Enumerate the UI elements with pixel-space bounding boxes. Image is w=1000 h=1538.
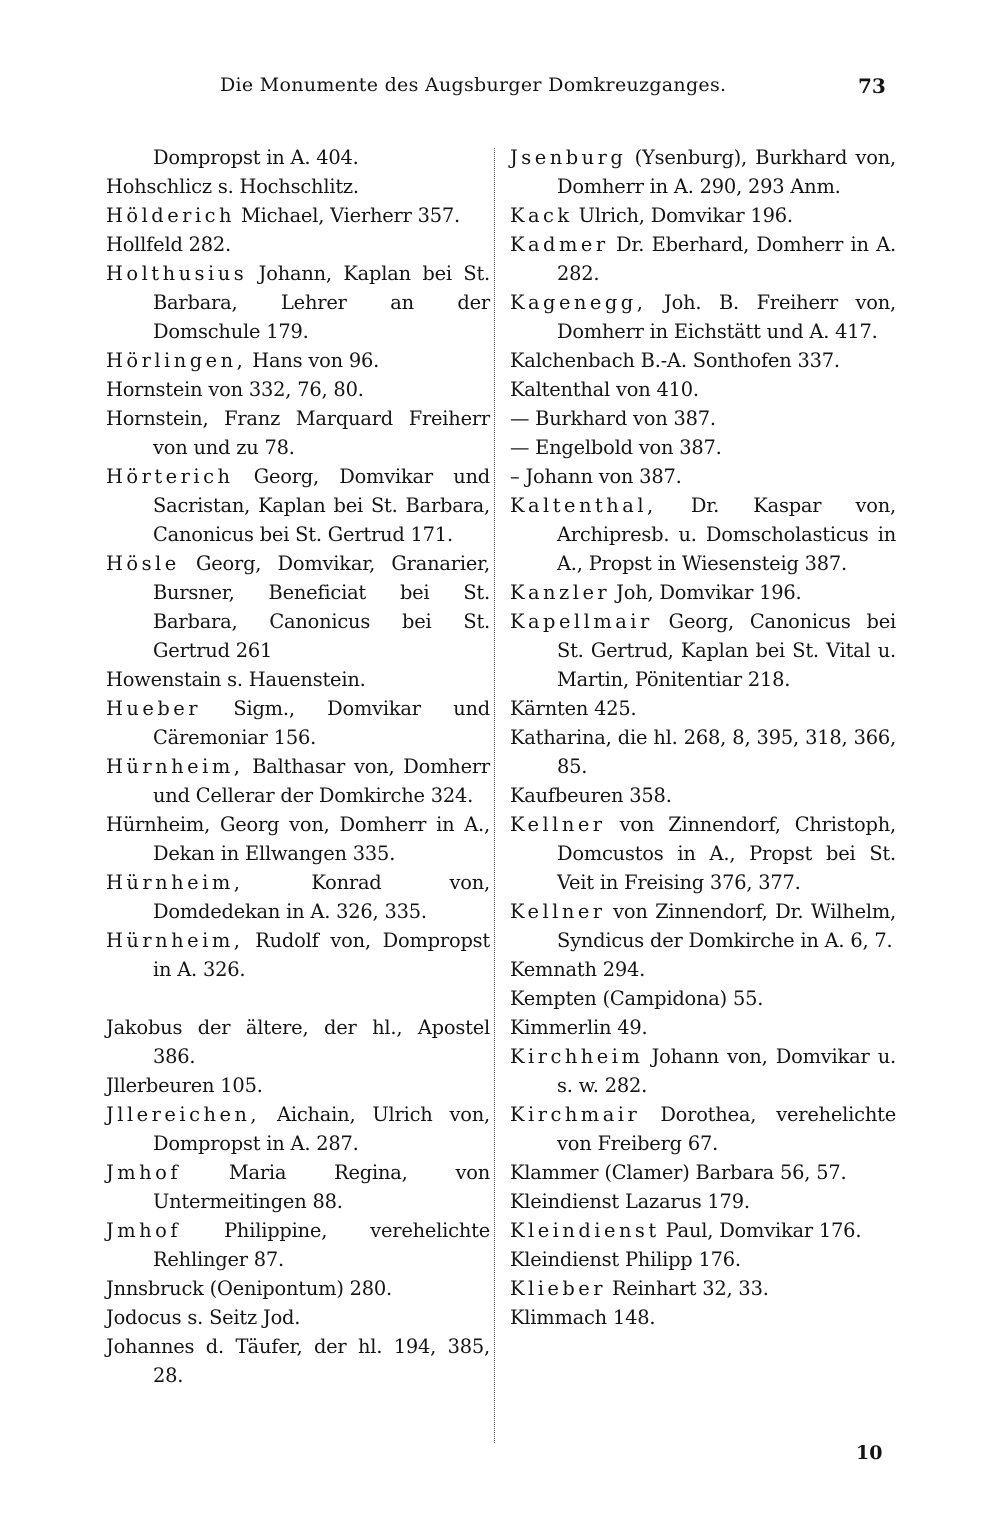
index-entry [106,665,490,694]
entry-name-spaced: Hürnheim, [106,755,244,778]
index-entry [510,1042,896,1100]
entry-text: von Zinnendorf, Christoph, Domcustos in A., Propst bei St. Veit in Freising 376, 377. [557,813,896,894]
entry-text: Hans von 96. [246,349,380,372]
entry-text: Klammer (Clamer) Barbara 56, 57. [510,1161,847,1184]
index-column-left [106,143,490,1390]
index-entry [106,172,490,201]
entry-name-spaced: Klieber [510,1277,607,1300]
entry-text: Dorothea, verehelichte von Freiberg 67. [557,1103,896,1155]
entry-text: Kärnten 425. [510,697,637,720]
entry-name-spaced: Jllereichen, [106,1103,261,1126]
index-entry [510,1245,896,1274]
entry-name-spaced: Kanzler [510,581,611,604]
index-entry [106,868,490,926]
entry-text: Aichain, Ulrich von, Dompropst in A. 287. [153,1103,490,1155]
entry-name-spaced: Jsenburg [510,146,627,169]
index-entry [106,404,490,462]
entry-text: Georg, Domvikar und Sacristan, Kaplan bei St. Barbara, Canonicus bei St. Gertrud 171. [153,465,490,546]
entry-text: (Ysenburg), Burkhard von, Domherr in A. 290, 293 Anm. [557,146,896,198]
entry-text: Jnnsbruck (Oenipontum) 280. [106,1277,393,1300]
index-entry [510,1216,896,1245]
entry-name-spaced: Hörterich [106,465,234,488]
index-entry [510,1100,896,1158]
index-entry [510,1187,896,1216]
entry-text: Klimmach 148. [510,1306,656,1329]
entry-name-spaced: Kirchheim [510,1045,644,1068]
entry-name-spaced: Holthusius [106,262,248,285]
entry-text: Hornstein von 332, 76, 80. [106,378,364,401]
entry-text: Johann, Kaplan bei St. Barbara, Lehrer an der Domschule 179. [153,262,490,343]
entry-text: Hürnheim, Georg von, Domherr in A., Dekan in Ellwangen 335. [106,813,490,865]
index-entry [510,404,896,433]
column-divider [494,148,496,1443]
index-entry [106,1100,490,1158]
index-entry [510,897,896,955]
index-entry [106,201,490,230]
entry-name-spaced: Kack [510,204,573,227]
entry-text: Katharina, die hl. 268, 8, 395, 318, 366, 85. [510,726,896,778]
entry-text: Hohschlicz s. Hochschlitz. [106,175,359,198]
index-entry [510,723,896,781]
entry-text: Dr. Eberhard, Domherr in A. 282. [557,233,896,285]
entry-name-spaced: Kellner [510,813,606,836]
index-entry [510,462,896,491]
entry-text: Johann von, Domvikar u. s. w. 282. [557,1045,896,1097]
entry-text: — Engelbold von 387. [510,436,722,459]
index-entry [106,1216,490,1274]
index-entry [106,694,490,752]
index-entry [510,143,896,201]
index-entry [106,346,490,375]
entry-name-spaced: Kellner [510,900,606,923]
entry-name-spaced: Kagenegg, [510,291,647,314]
index-entry [510,375,896,404]
index-column-right [510,143,896,1332]
index-entry [510,810,896,897]
entry-name-spaced: Jmhof [106,1219,181,1242]
index-entry [106,143,490,172]
entry-text: Dompropst in A. 404. [153,146,359,169]
entry-text: Hornstein, Franz Marquard Freiherr von und zu 78. [106,407,490,459]
entry-text: Hollfeld 282. [106,233,231,256]
entry-text: Kimmerlin 49. [510,1016,648,1039]
index-entry [106,230,490,259]
entry-text: Kaltenthal von 410. [510,378,699,401]
entry-text: Kalchenbach B.-A. Sonthofen 337. [510,349,840,372]
index-entry [510,1013,896,1042]
entry-text: Joh, Domvikar 196. [610,581,802,604]
entry-name-spaced: Hösle [106,552,180,575]
entry-text: Reinhart 32, 33. [606,1277,769,1300]
entry-text: Kempten (Campidona) 55. [510,987,764,1010]
index-entry [510,230,896,288]
index-entry [106,1332,490,1390]
entry-text: Joh. B. Freiherr von, Domherr in Eichstätt und A. 417. [557,291,896,343]
index-entry [510,1303,896,1332]
index-entry [106,375,490,404]
entry-text: Kemnath 294. [510,958,646,981]
page-number: 73 [858,74,886,98]
index-entry [106,926,490,984]
index-entry [510,288,896,346]
signature-mark: 10 [856,1442,883,1464]
entry-name-spaced: Hueber [106,697,202,720]
index-entry [510,491,896,578]
entry-name-spaced: Hürnheim, [106,871,244,894]
index-entry [510,201,896,230]
entry-text: Michael, Vierherr 357. [235,204,460,227]
index-entry [510,578,896,607]
section-gap [106,984,490,1013]
index-entry [510,346,896,375]
index-entry [106,259,490,346]
entry-name-spaced: Kirchmair [510,1103,641,1126]
entry-text: Johannes d. Täufer, der hl. 194, 385, 28. [106,1335,490,1387]
index-entry [510,781,896,810]
entry-text: Howenstain s. Hauenstein. [106,668,366,691]
entry-name-spaced: Kleindienst [510,1219,660,1242]
entry-text: Dr. Kaspar von, Archipresb. u. Domscholasticus in A., Propst in Wiesensteig 387. [557,494,896,575]
index-entry [106,1071,490,1100]
entry-text: Jakobus der ältere, der hl., Apostel 386. [106,1016,490,1068]
entry-name-spaced: Hölderich [106,204,235,227]
entry-text: Philippine, verehelichte Rehlinger 87. [153,1219,490,1271]
entry-text: — Burkhard von 387. [510,407,716,430]
running-header: Die Monumente des Augsburger Domkreuzganges. [220,74,727,96]
index-entry [106,1303,490,1332]
index-entry [106,752,490,810]
entry-text: Kleindienst Lazarus 179. [510,1190,750,1213]
entry-name-spaced: Kapellmair [510,610,653,633]
index-entry [510,1158,896,1187]
index-entry [510,607,896,694]
entry-text: Sigm., Domvikar und Cäremoniar 156. [153,697,490,749]
index-entry [106,1274,490,1303]
entry-text: Ulrich, Domvikar 196. [572,204,793,227]
index-entry [106,810,490,868]
entry-text: Konrad von, Domdedekan in A. 326, 335. [153,871,490,923]
entry-text: Georg, Domvikar, Granarier, Bursner, Beneficiat bei St. Barbara, Canonicus bei St. Gertrud 261 [153,552,490,662]
entry-name-spaced: Kadmer [510,233,609,256]
entry-text: Kaufbeuren 358. [510,784,672,807]
entry-text: Jodocus s. Seitz Jod. [106,1306,301,1329]
index-entry [510,433,896,462]
index-entry [106,1158,490,1216]
index-entry [106,1013,490,1071]
entry-name-spaced: Jmhof [106,1161,181,1184]
entry-name-spaced: Kaltenthal, [510,494,657,517]
entry-name-spaced: Hörlingen, [106,349,247,372]
entry-text: Georg, Canonicus bei St. Gertrud, Kaplan bei St. Vital u. Martin, Pönitentiar 218. [557,610,896,691]
entry-text: Kleindienst Philipp 176. [510,1248,741,1271]
index-entry [106,462,490,549]
entry-text: Jllerbeuren 105. [106,1074,263,1097]
index-entry [106,549,490,665]
entry-text: Balthasar von, Domherr und Cellerar der Domkirche 324. [153,755,490,807]
index-entry [510,694,896,723]
entry-text: Rudolf von, Dompropst in A. 326. [153,929,490,981]
entry-text: – Johann von 387. [510,465,682,488]
index-entry [510,1274,896,1303]
entry-text: Paul, Domvikar 176. [659,1219,862,1242]
entry-text: von Zinnendorf, Dr. Wilhelm, Syndicus der Domkirche in A. 6, 7. [557,900,896,952]
entry-text: Maria Regina, von Untermeitingen 88. [153,1161,490,1213]
entry-name-spaced: Hürnheim, [106,929,244,952]
index-entry [510,984,896,1013]
index-entry [510,955,896,984]
